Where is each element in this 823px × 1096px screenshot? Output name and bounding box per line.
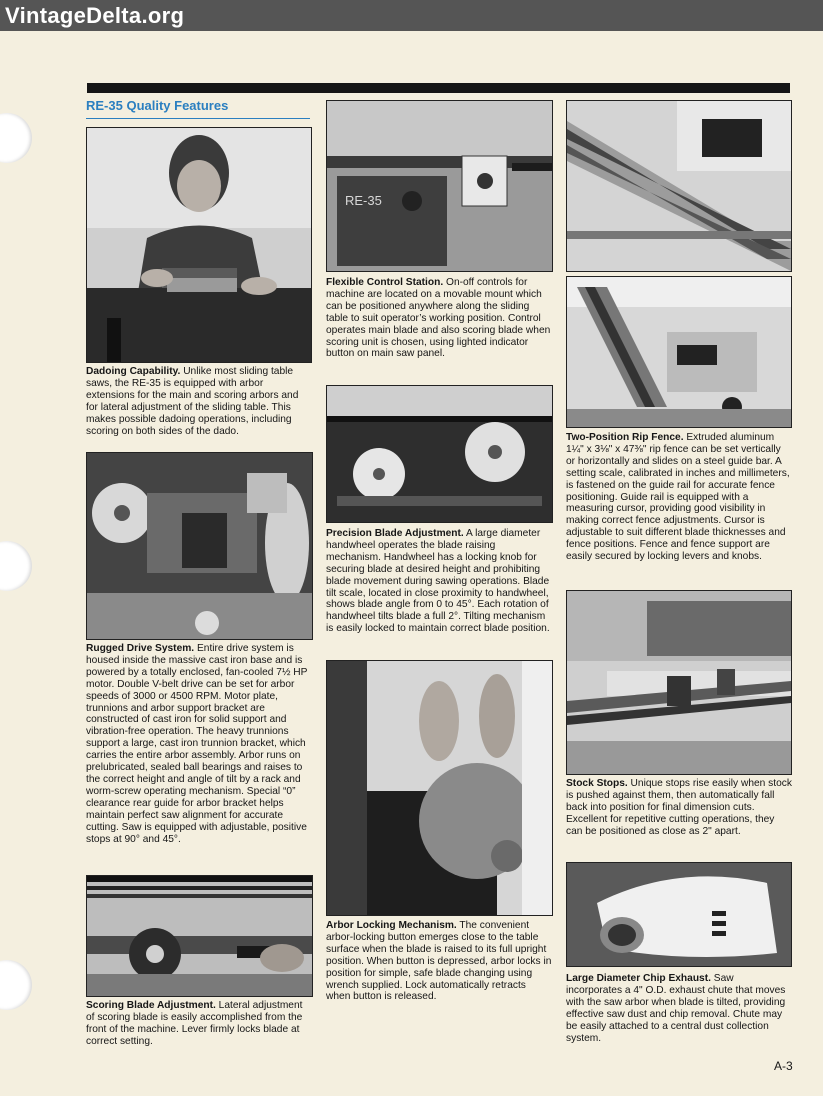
caption-title: Scoring Blade Adjustment.: [86, 1000, 216, 1011]
caption-body: Unique stops rise easily when stock is pushed against them, then automatically fall back into position for final dimension cuts. Excellent for repetitive cutting operations, they can be positioned as close as 2" apart.: [566, 778, 792, 837]
photo-rip-fence-vertical: [566, 100, 792, 272]
photo-rip-fence-horizontal: [566, 276, 792, 428]
site-banner: [0, 0, 823, 31]
caption-body: Unlike most sliding table saws, the RE-35 is equipped with arbor extensions for the main and scoring arbors and for lateral adjustment of the sliding table. This makes possible dadoing operations, including scoring on both sides of the dado.: [86, 366, 299, 437]
photo-scoring-blade-adjustment: [86, 875, 313, 997]
caption-stock-stops: [566, 778, 792, 838]
photo-precision-handwheel: [326, 385, 553, 523]
caption-body: Extruded aluminum 1¼" x 3⅛" x 47⅜" rip fence can be set vertically or horizontally and slides on a steel guide bar. A setting scale, calibrated in inches and millimeters, is fastened on the guide rail for accurate fence positioning. Guide rail is equipped with a measuring cursor, providing good visibility in making correct fence adjustments. Cursor is adjustable to suit different blade thicknesses and fence positions. Fence and fence support are easily secured by locking levers and knobs.: [566, 432, 790, 563]
page-number: A-3: [774, 1059, 793, 1073]
machine-panel-label: RE-35: [345, 193, 382, 208]
caption-two-position-rip-fence: [566, 432, 792, 563]
caption-title: Rugged Drive System.: [86, 643, 195, 654]
photo-arbor-locking: [326, 660, 553, 916]
binder-hole-top: [0, 113, 32, 163]
caption-body: Saw incorporates a 4" O.D. exhaust chute that moves with the saw arbor when blade is tilted, providing effective saw dust and chip removal. Chute may be easily attached to a central dust collection system.: [566, 973, 786, 1044]
caption-dadoing-capability: [86, 366, 312, 437]
photo-drive-system: [86, 452, 313, 640]
caption-precision-blade-adjustment: [326, 528, 552, 635]
caption-body: The convenient arbor-locking button emerges close to the table surface when the blade is raised to its full upright position. When button is depressed, arbor locks in position for simple, safe blade changing using wrench supplied. Lock automatically retracts when button is released.: [326, 920, 552, 1003]
caption-body: On-off controls for machine are located on a movable mount which can be positioned anywhere along the sliding table to suit operator’s working position. Control operates main blade and also scoring blade when scoring unit is chosen, using lighted indicator button on main saw panel.: [326, 277, 551, 360]
caption-body: Entire drive system is housed inside the massive cast iron base and is powered by a totally enclosed, fan-cooled 7½ HP motor. Double V-belt drive can be set for arbor speeds of 3000 or 4500 RPM. Motor plate, trunnions and arbor support bracket are constructed of cast iron for solid support and vibration-free operation. The heavy trunnions support a large, cast iron trunnion bracket, which carries the entire arbor assembly. Arbor runs on prelubricated, sealed ball bearings and raises to the correct height and angle of tilt by a rack and worm-screw operating mechanism. Special “0” clearance rear guide for arbor bracket helps maintain perfect saw alignment for accurate cutting. Saw is equipped with adjustable, positive stops at 90° and 45°.: [86, 643, 308, 845]
caption-flexible-control-station: [326, 277, 552, 360]
section-title: RE-35 Quality Features: [86, 98, 229, 113]
caption-title: Arbor Locking Mechanism.: [326, 920, 457, 931]
site-title[interactable]: VintageDelta.org: [5, 3, 185, 28]
photo-stock-stops: [566, 590, 792, 775]
photo-dadoing-operator: [86, 127, 312, 363]
photo-control-station: [326, 100, 553, 272]
caption-title: Precision Blade Adjustment.: [326, 528, 464, 539]
caption-title: Two-Position Rip Fence.: [566, 432, 684, 443]
caption-title: Flexible Control Station.: [326, 277, 444, 288]
caption-scoring-blade-adjustment: [86, 1000, 312, 1048]
photo-chip-exhaust: [566, 862, 792, 967]
binder-hole-bottom: [0, 960, 32, 1010]
caption-rugged-drive-system: [86, 643, 312, 845]
caption-arbor-locking-mechanism: [326, 920, 552, 1003]
binder-hole-middle: [0, 541, 32, 591]
caption-body: A large diameter handwheel operates the blade raising mechanism. Handwheel has a locking knob for securing blade at desired height and prohibiting blade movement during sawing operations. Blade tilt scale, located in close proximity to handwheel, shows blade angle from 0 to 45°. Each rotation of handwheel tilts blade a full 2°. Tilting mechanism is easily locked to maintain correct blade position.: [326, 528, 550, 635]
caption-title: Dadoing Capability.: [86, 366, 181, 377]
caption-title: Large Diameter Chip Exhaust.: [566, 973, 711, 984]
section-title-underline: [86, 118, 310, 119]
caption-title: Stock Stops.: [566, 778, 628, 789]
header-rule: [87, 83, 790, 93]
caption-large-diameter-chip-exhaust: [566, 973, 792, 1044]
caption-body: Lateral adjustment of scoring blade is easily accomplished from the front of the machine. Lever firmly locks blade at correct setting.: [86, 1000, 303, 1047]
